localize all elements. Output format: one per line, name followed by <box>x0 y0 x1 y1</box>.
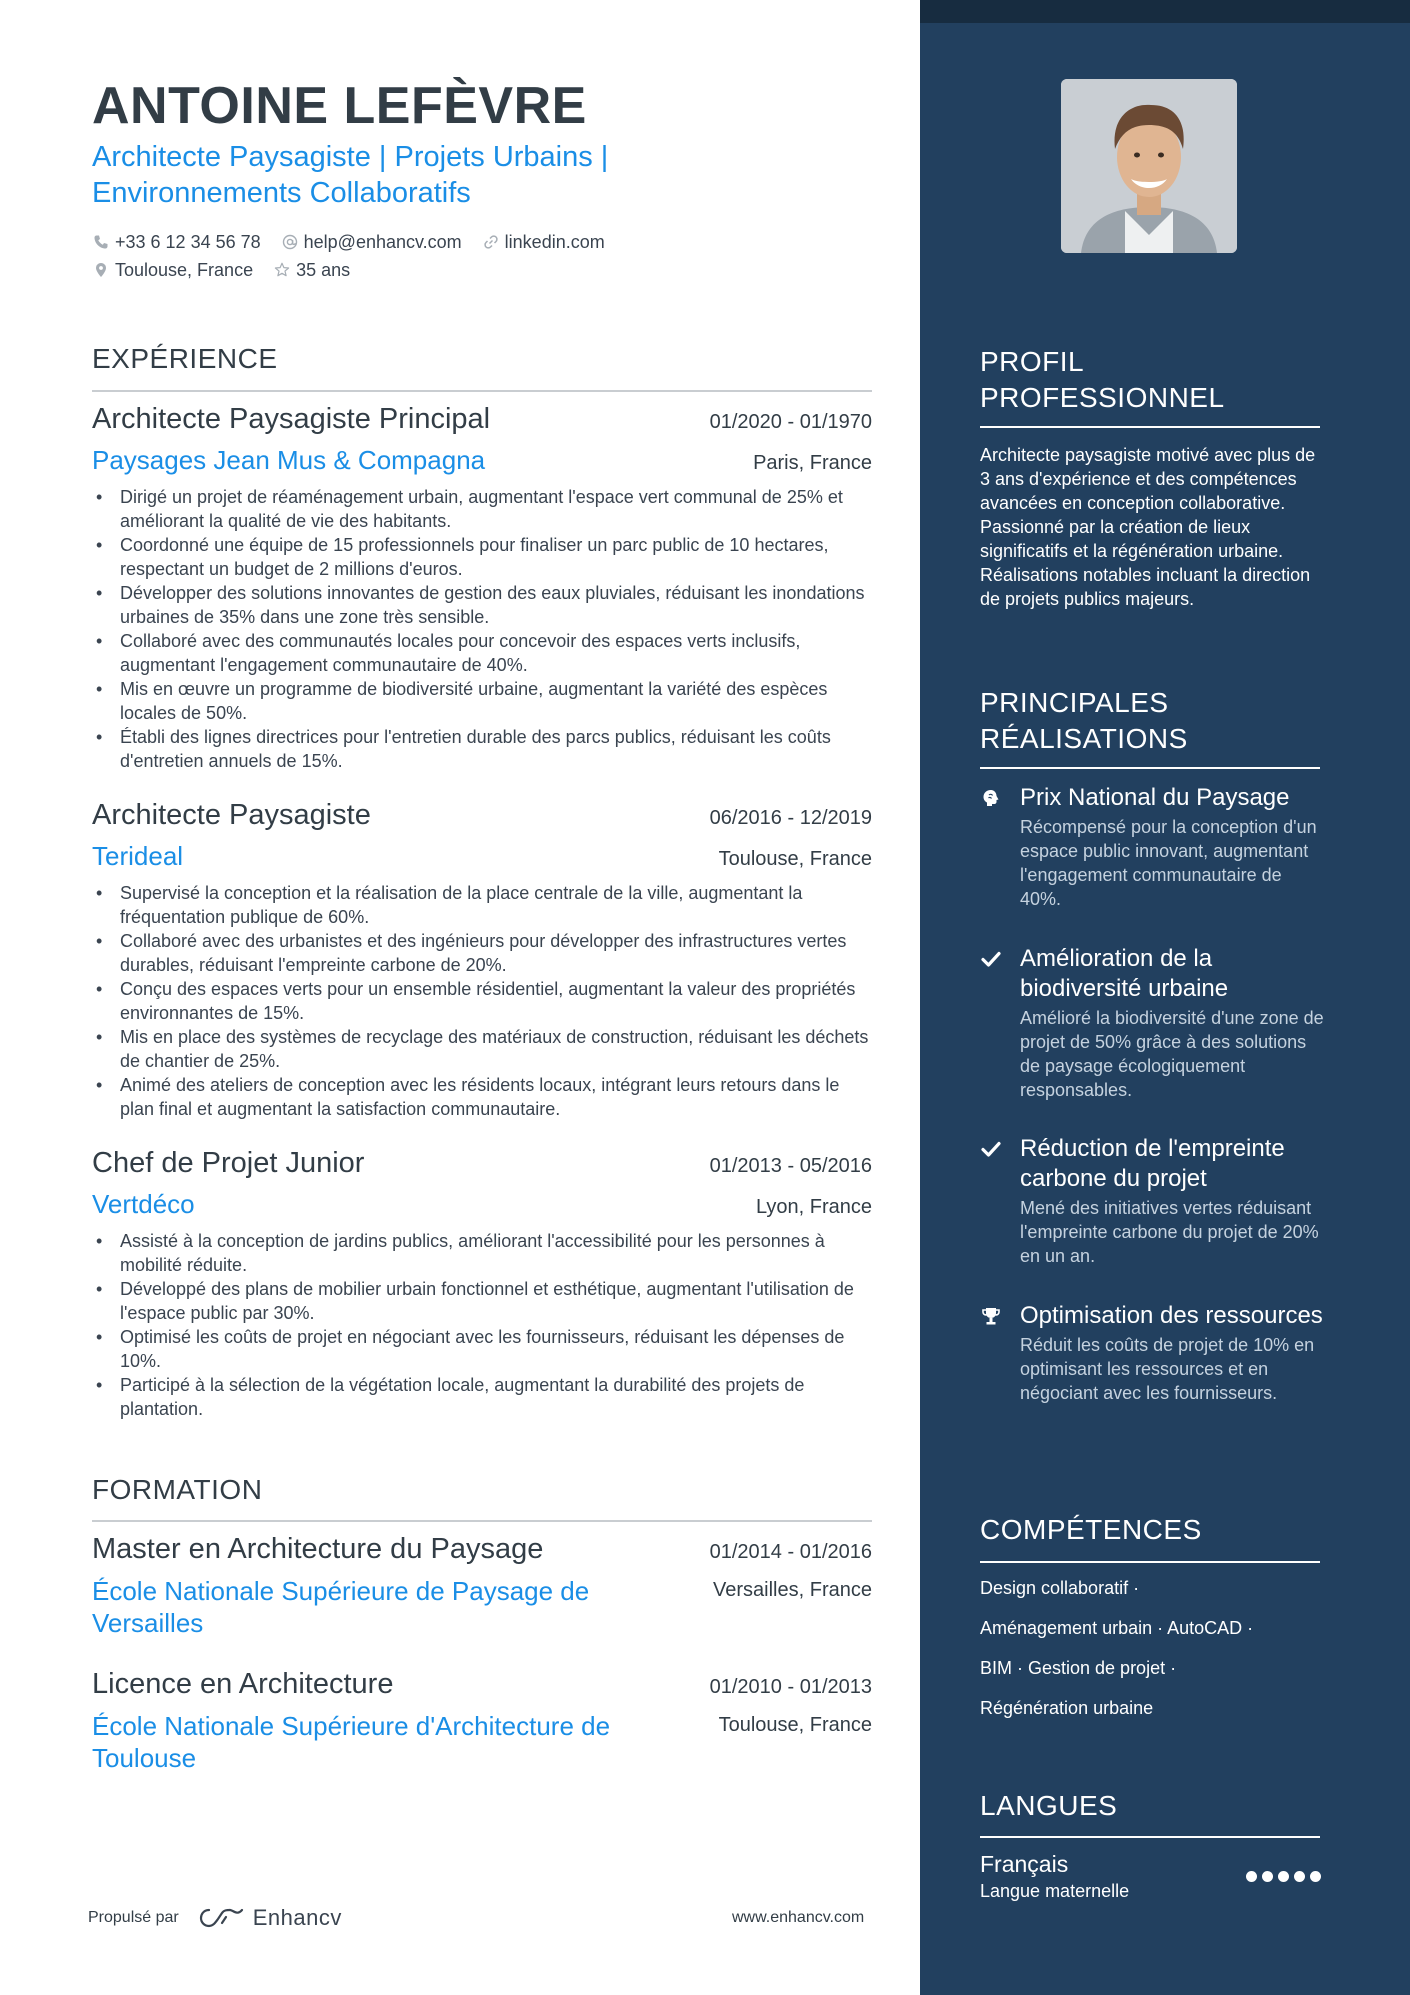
bullet-item: • Développé des plans de mobilier urbain fonctionnel et esthétique, augmentant l'utilisation de l'espace public par 30%. <box>92 1277 872 1325</box>
job-dates: 01/2020 - 01/1970 <box>709 411 872 433</box>
at-icon <box>281 233 299 251</box>
location-contact <box>92 260 253 281</box>
degree-title: Master en Architecture du Paysage <box>92 1533 544 1565</box>
achievements-section-title <box>980 685 1320 757</box>
achievement-description: Récompensé pour la conception d'un espace public innovant, augmentant l'engagement communautaire de 40%. <box>1020 817 1317 909</box>
education-location: Versailles, France <box>713 1579 872 1601</box>
job-location: Toulouse, France <box>718 848 872 870</box>
bullet-item: • Mis en place des systèmes de recyclage des matériaux de construction, réduisant les déchets de chantier de 25%. <box>92 1025 872 1073</box>
education-dates: 01/2010 - 01/2013 <box>709 1676 872 1698</box>
bullet-item: • Conçu des espaces verts pour un ensemble résidentiel, augmentant la valeur des propriétés environnantes de 15%. <box>92 977 872 1025</box>
achievement-title: Amélioration de la biodiversité urbaine <box>1020 945 1229 1002</box>
linkedin-text: linkedin.com <box>504 231 605 252</box>
achievements-divider <box>980 767 1320 769</box>
age-text: 35 ans <box>296 259 351 280</box>
school-name: École Nationale Supérieure d'Architecture de Toulouse <box>92 1711 611 1773</box>
achievement-description: Réduit les coûts de projet de 10% en optimisant les ressources et en négociant avec les fournisseurs. <box>1020 1335 1315 1403</box>
job-location: Lyon, France <box>756 1196 872 1218</box>
job-dates: 06/2016 - 12/2019 <box>709 807 872 829</box>
bullet-item: • Supervisé la conception et la réalisation de la place centrale de la ville, augmentant la fréquentation publique de 60%. <box>92 881 872 929</box>
achievements-title-line-2: RÉALISATIONS <box>980 723 1188 754</box>
phone-icon <box>92 233 110 251</box>
bullet-item: • Coordonné une équipe de 15 professionnels pour finaliser un parc public de 10 hectares, respectant un budget de 2 millions d'euros. <box>92 533 872 581</box>
bullet-item: • Participé à la sélection de la végétation locale, augmentant la durabilité des projets de plantation. <box>92 1373 872 1421</box>
bullet-item: • Optimisé les coûts de projet en négociant avec les fournisseurs, réduisant les dépenses de 10%. <box>92 1325 872 1373</box>
website-link[interactable]: www.enhancv.com <box>732 1909 865 1926</box>
education-dates: 01/2014 - 01/2016 <box>709 1541 872 1563</box>
headline-line-1: Architecte Paysagiste | Projets Urbains | <box>92 141 609 173</box>
job-location: Paris, France <box>753 452 872 474</box>
language-level: Langue maternelle <box>980 1881 1130 1901</box>
school-name: École Nationale Supérieure de Paysage de Versailles <box>92 1576 590 1638</box>
rating-dot <box>1278 1871 1289 1882</box>
bullet-item: • Collaboré avec des urbanistes et des ingénieurs pour développer des infrastructures vertes durables, réduisant l'empreinte carbone de 20%. <box>92 929 872 977</box>
profile-photo <box>1061 79 1237 253</box>
rating-dot <box>1262 1871 1273 1882</box>
language-rating <box>1246 1871 1326 1882</box>
education-divider <box>92 1520 872 1522</box>
skills-line: BIM · Gestion de projet · <box>980 1658 1177 1678</box>
profile-summary: Architecte paysagiste motivé avec plus de 3 ans d'expérience et des compétences avancées en conception collaborative. Passionné par la création de lieux significatifs et la régénération urbaine. Réalisations notables incluant la direction de projets publics majeurs. <box>980 445 1316 609</box>
job-bullets <box>92 485 872 773</box>
achievement-description: Amélioré la biodiversité d'une zone de projet de 50% grâce à des solutions de paysage écologiquement responsables. <box>1020 1008 1324 1100</box>
job-title: Architecte Paysagiste Principal <box>92 403 491 435</box>
education-entry <box>92 1533 872 1639</box>
job-bullets <box>92 1229 872 1421</box>
powered-by-label: Propulsé par <box>88 1909 179 1926</box>
location-text: Toulouse, France <box>115 259 254 280</box>
job-entry <box>92 1147 872 1421</box>
headline-line-2: Environnements Collaboratifs <box>92 177 471 209</box>
achievement-title: Prix National du Paysage <box>1020 784 1290 811</box>
candidate-name: ANTOINE LEFÈVRE <box>92 77 587 135</box>
profile-divider <box>980 426 1320 428</box>
experience-divider <box>92 390 872 392</box>
experience-section-title: EXPÉRIENCE <box>92 343 278 374</box>
skills-divider <box>980 1561 1320 1563</box>
job-company: Terideal <box>92 841 184 871</box>
contact-info <box>92 228 625 284</box>
phone-text: +33 6 12 34 56 78 <box>115 231 261 252</box>
linkedin-contact[interactable] <box>482 232 605 253</box>
bullet-item: • Mis en œuvre un programme de biodiversité urbaine, augmentant la variété des espèces locales de 50%. <box>92 677 872 725</box>
bullet-item: • Collaboré avec des communautés locales pour concevoir des espaces verts inclusifs, augmentant l'engagement communautaire de 40%. <box>92 629 872 677</box>
enhancv-logo[interactable] <box>199 1905 342 1931</box>
job-entry <box>92 799 872 1121</box>
enhancv-logo-icon <box>199 1906 245 1930</box>
location-pin-icon <box>92 261 110 279</box>
bullet-item: • Assisté à la conception de jardins publics, améliorant l'accessibilité pour les personnes à mobilité réduite. <box>92 1229 872 1277</box>
profile-section-title <box>980 344 1320 416</box>
job-dates: 01/2013 - 05/2016 <box>709 1155 872 1177</box>
bullet-item: • Animé des ateliers de conception avec les résidents locaux, intégrant leurs retours dans le plan final et augmentant la satisfaction communautaire. <box>92 1073 872 1121</box>
education-location: Toulouse, France <box>718 1714 872 1736</box>
phone-contact[interactable] <box>92 232 261 253</box>
sidebar <box>920 0 1410 1995</box>
achievement-item <box>980 944 1325 1102</box>
job-title: Architecte Paysagiste <box>92 799 371 831</box>
achievement-item <box>980 1134 1325 1268</box>
footer-branding <box>88 1905 342 1931</box>
skills-line: Régénération urbaine <box>980 1698 1154 1718</box>
sidebar-top-bar <box>920 0 1410 23</box>
brain-icon <box>980 787 1002 809</box>
education-section-title: FORMATION <box>92 1474 263 1505</box>
languages-divider <box>980 1836 1320 1838</box>
email-contact[interactable] <box>281 232 462 253</box>
degree-title: Licence en Architecture <box>92 1668 394 1700</box>
education-entry <box>92 1668 872 1774</box>
language-name: Français <box>980 1851 1069 1877</box>
trophy-icon <box>980 1305 1002 1327</box>
skills-section-title: COMPÉTENCES <box>980 1514 1202 1545</box>
rating-dot <box>1246 1871 1257 1882</box>
check-icon <box>980 948 1002 970</box>
profile-photo-illustration <box>1061 79 1237 253</box>
languages-section-title: LANGUES <box>980 1790 1118 1821</box>
brand-name: Enhancv <box>252 1905 342 1930</box>
headline <box>92 139 692 211</box>
achievement-description: Mené des initiatives vertes réduisant l'empreinte carbone du projet de 20% en un an. <box>1020 1198 1319 1266</box>
achievement-item <box>980 783 1325 911</box>
rating-dot <box>1310 1871 1321 1882</box>
skills-line: Aménagement urbain · AutoCAD · <box>980 1618 1254 1638</box>
achievement-item <box>980 1301 1325 1405</box>
email-text: help@enhancv.com <box>303 231 462 252</box>
job-company: Vertdéco <box>92 1189 195 1219</box>
bullet-item: • Développer des solutions innovantes de gestion des eaux pluviales, réduisant les inondations urbaines de 35% dans une zone très sensible. <box>92 581 872 629</box>
age-contact <box>273 260 350 281</box>
job-company: Paysages Jean Mus & Compagna <box>92 445 486 475</box>
achievement-title: Optimisation des ressources <box>1020 1302 1323 1329</box>
bullet-item: • Dirigé un projet de réaménagement urbain, augmentant l'espace vert communal de 25% et améliorant la qualité de vie des habitants. <box>92 485 872 533</box>
rating-dot <box>1294 1871 1305 1882</box>
job-entry <box>92 403 872 773</box>
check-icon <box>980 1138 1002 1160</box>
link-icon <box>482 233 500 251</box>
star-icon <box>273 261 291 279</box>
bullet-item: • Établi des lignes directrices pour l'entretien durable des parcs publics, réduisant les coûts d'entretien annuels de 15%. <box>92 725 872 773</box>
job-title: Chef de Projet Junior <box>92 1147 365 1179</box>
skills-line: Design collaboratif · <box>980 1578 1140 1598</box>
profile-title-line-1: PROFIL <box>980 346 1085 377</box>
achievement-title: Réduction de l'empreinte carbone du projet <box>1020 1135 1285 1192</box>
job-bullets <box>92 881 872 1121</box>
profile-title-line-2: PROFESSIONNEL <box>980 382 1225 413</box>
achievements-title-line-1: PRINCIPALES <box>980 687 1169 718</box>
